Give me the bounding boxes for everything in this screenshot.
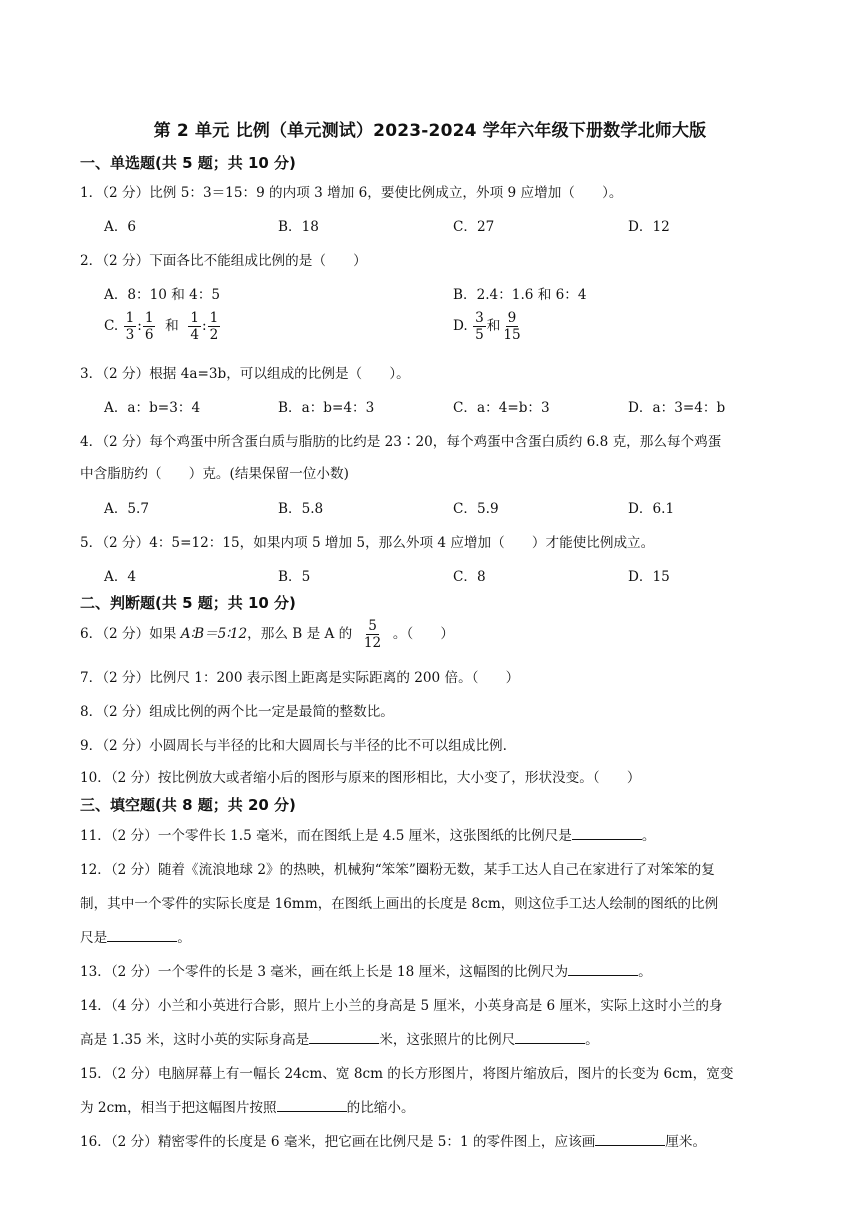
q5-option-a[interactable]: A．4 (104, 569, 137, 585)
question-13: 13．（2 分）一个零件的长是 3 毫米，画在纸上长是 18 厘米，这幅图的比例尺为 。 (80, 964, 652, 980)
q2-c-prefix: C. (104, 318, 119, 334)
q1-option-d[interactable]: D．12 (628, 219, 670, 235)
section-true-false: 二、判断题(共 5 题；共 10 分) (80, 594, 296, 612)
q2-d-fraction-1: $\frac{3}{5}$ (475, 310, 484, 343)
q1-option-c[interactable]: C．27 (453, 219, 495, 235)
question-14-line-1: 14．（4 分）小兰和小英进行合影，照片上小兰的身高是 5 厘米，小英身高是 6 厘米，实际上这时小兰的身 (80, 998, 723, 1014)
question-1: 1．（2 分）比例 5：3＝15：9 的内项 3 增加 6，要使比例成立，外项 9 应增加（ ）。 (80, 185, 623, 201)
q2-c-and: 和 (165, 318, 179, 334)
question-16: 16．（2 分）精密零件的长度是 6 毫米，把它画在比例尺是 5：1 的零件图上，应该画 厘米。 (80, 1134, 707, 1150)
section-fill-blank: 三、填空题(共 8 题；共 20 分) (80, 796, 296, 814)
q2-option-d[interactable] (453, 310, 524, 343)
q3-option-a[interactable]: A．a：b=3：4 (104, 400, 201, 416)
q2-option-a[interactable]: A．8：10 和 4：5 (104, 287, 221, 303)
question-4-line-1: 4．（2 分）每个鸡蛋中所含蛋白质与脂肪的比约是 23∶20，每个鸡蛋中含蛋白质约 6.8 克，那么每个鸡蛋 (80, 434, 722, 450)
question-2: 2．（2 分）下面各比不能组成比例的是（ ） (80, 253, 367, 269)
question-15-line-1: 15．（2 分）电脑屏幕上有一幅长 24cm、宽 8cm 的长方形图片，将图片缩放后，图片的长变为 6cm，宽变 (80, 1066, 734, 1082)
q14-answer-blank-1[interactable] (309, 1031, 379, 1044)
question-10: 10．（2 分）按比例放大或者缩小后的图形与原来的图形相比，大小变了，形状没变。（ ） (80, 770, 641, 786)
q3-option-c[interactable]: C．a：4=b：3 (453, 400, 550, 416)
q6-expression: A∶B＝5∶12 (180, 626, 248, 642)
q2-option-c[interactable]: C. $\frac{1}{3}$ : $\frac{1}{6}$ 和 $\frac{1}{4}$ : $\frac{1}{2}$ (104, 310, 219, 343)
q11-answer-blank[interactable] (572, 827, 642, 840)
q4-option-c[interactable]: C．5.9 (453, 501, 499, 517)
q12-answer-blank[interactable] (107, 929, 177, 942)
q14-answer-blank-2[interactable] (515, 1031, 585, 1044)
question-3: 3．（2 分）根据 4a=3b，可以组成的比例是（ ）。 (80, 366, 410, 382)
question-11: 11．（2 分）一个零件长 1.5 毫米，而在图纸上是 4.5 厘米，这张图纸的比例尺是 。 (80, 828, 656, 844)
q2-c-fraction-4: $\frac{1}{2}$ (209, 310, 219, 343)
question-8: 8．（2 分）组成比例的两个比一定是最简的整数比。 (80, 704, 394, 720)
q2-c-fraction-1: $\frac{1}{3}$ (125, 310, 135, 343)
question-14-line-2: 高是 1.35 米，这时小英的实际身高是 米，这张照片的比例尺 。 (80, 1032, 599, 1048)
question-4-line-2: 中含脂肪约（ ）克。(结果保留一位小数) (80, 466, 349, 482)
q2-c-fraction-3: $\frac{1}{4}$ (190, 310, 200, 343)
q5-option-c[interactable]: C．8 (453, 569, 486, 585)
q2-d-fraction-2: $\frac{9}{15}$ (503, 310, 521, 343)
q1-option-a[interactable]: A．6 (104, 219, 137, 235)
q2-d-prefix: D. (453, 318, 468, 334)
question-6: 6．（2 分）如果 A∶B＝5∶12，那么 B 是 A 的 $\frac{5}{12}$ 。（ ） (80, 618, 455, 651)
q2-d-and: 和 (486, 318, 501, 334)
q6-fraction: $\frac{5}{12}$ (363, 618, 382, 651)
question-5: 5．（2 分）4：5=12：15，如果内项 5 增加 5，那么外项 4 应增加（ ）才能使比例成立。 (80, 535, 655, 551)
q4-option-a[interactable]: A．5.7 (104, 501, 150, 517)
question-9: 9．（2 分）小圆周长与半径的比和大圆周长与半径的比不可以组成比例. (80, 738, 507, 754)
q15-answer-blank[interactable] (277, 1099, 347, 1112)
q5-option-d[interactable]: D．15 (628, 569, 670, 585)
question-15-line-2: 为 2cm，相当于把这幅图片按照 的比缩小。 (80, 1100, 415, 1116)
page-title: 第 2 单元 比例（单元测试）2023-2024 学年六年级下册数学北师大版 (153, 121, 707, 141)
q4-option-d[interactable]: D．6.1 (628, 501, 675, 517)
q3-option-b[interactable]: B．a：b=4：3 (278, 400, 375, 416)
question-12-line-3: 尺是 。 (80, 930, 191, 946)
question-12-line-1: 12．（2 分）随着《流浪地球 2》的热映，机械狗“笨笨”圈粉无数，某手工达人自己在家进行了对笨笨的复 (80, 862, 715, 878)
question-12-line-2: 制，其中一个零件的实际长度是 16mm，在图纸上画出的长度是 8cm，则这位手工达人绘制的图纸的比例 (80, 896, 719, 912)
q13-answer-blank[interactable] (568, 963, 638, 976)
q3-option-d[interactable]: D．a：3=4：b (628, 400, 726, 416)
q2-option-b[interactable]: B．2.4：1.6 和 6：4 (453, 287, 587, 303)
q16-answer-blank[interactable] (595, 1133, 665, 1146)
q1-option-b[interactable]: B．18 (278, 219, 319, 235)
q2-c-fraction-2: $\frac{1}{6}$ (144, 310, 154, 343)
section-single-choice: 一、单选题(共 5 题；共 10 分) (80, 154, 296, 172)
q5-option-b[interactable]: B．5 (278, 569, 311, 585)
q4-option-b[interactable]: B．5.8 (278, 501, 324, 517)
question-7: 7．（2 分）比例尺 1：200 表示图上距离是实际距离的 200 倍。（ ） (80, 670, 520, 686)
